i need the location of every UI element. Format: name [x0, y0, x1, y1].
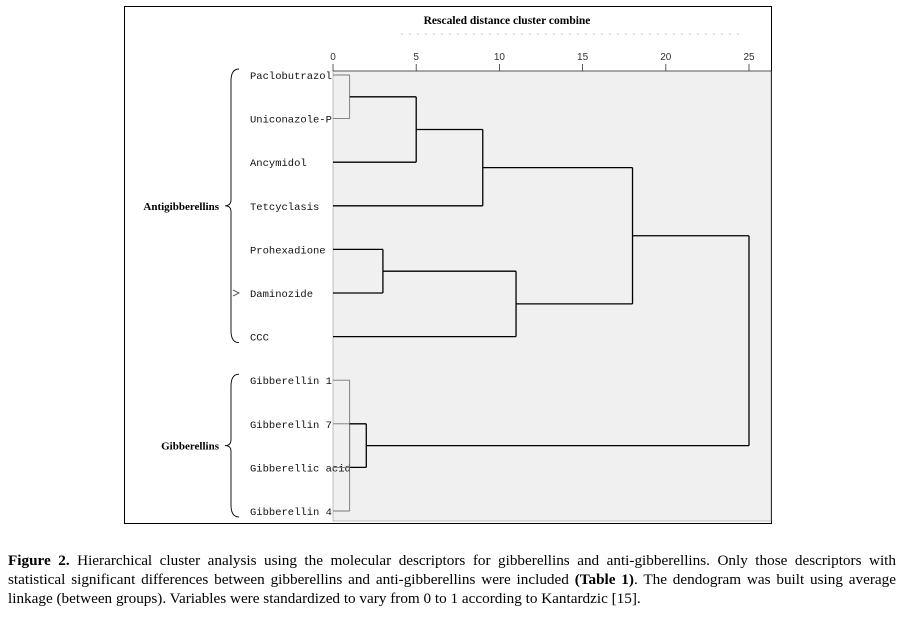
leaf-label: Uniconazole-P: [250, 114, 332, 127]
caption-text-end: . The dendogram was built using average linkage (between groups). Variables were standardized to vary from 0 to 1 according to Kantardzic [15].: [8, 571, 896, 607]
table-reference: (Table 1): [574, 571, 634, 588]
leaf-label: CCC: [250, 332, 269, 345]
leaf-label: Gibberellin 1: [250, 376, 332, 389]
x-tick-label: 5: [413, 52, 419, 63]
x-tick-label: 15: [577, 52, 589, 63]
leaf-label: Daminozide: [250, 289, 314, 301]
x-tick-label: 20: [660, 52, 672, 63]
figure-caption: [8, 551, 896, 608]
leaf-label: Ancymidol: [250, 158, 307, 171]
figure-frame: [124, 6, 772, 524]
group-brace: [225, 374, 239, 517]
leaf-label: Paclobutrazol: [250, 71, 332, 83]
chart-title: Rescaled distance cluster combine: [423, 15, 591, 27]
figure-label: Figure 2.: [8, 552, 70, 569]
leaf-label: Prohexadione: [250, 245, 326, 258]
plot-area: [333, 71, 771, 521]
group-label: Antigibberellins: [143, 200, 219, 213]
leaf-label: Tetcyclasis: [250, 201, 320, 214]
group-label: Gibberellins: [161, 440, 219, 453]
dendrogram-chart: [125, 7, 773, 525]
leaf-label: Gibberellic acid: [250, 463, 351, 476]
leaf-label: Gibberellin 7: [250, 419, 332, 432]
x-tick-label: 0: [330, 52, 336, 63]
group-brace: [225, 69, 239, 343]
leaf-label: Gibberellin 4: [250, 507, 332, 519]
x-tick-label: 10: [493, 52, 505, 63]
x-tick-label: 25: [743, 52, 755, 63]
caption-text: Hierarchical cluster analysis using the molecular descriptors for gibberellins and anti-gibberellins. Only those descriptors with statistical significant differences between gibberellins and anti-gibberellins were included: [8, 552, 896, 588]
marker-icon: [233, 290, 239, 296]
